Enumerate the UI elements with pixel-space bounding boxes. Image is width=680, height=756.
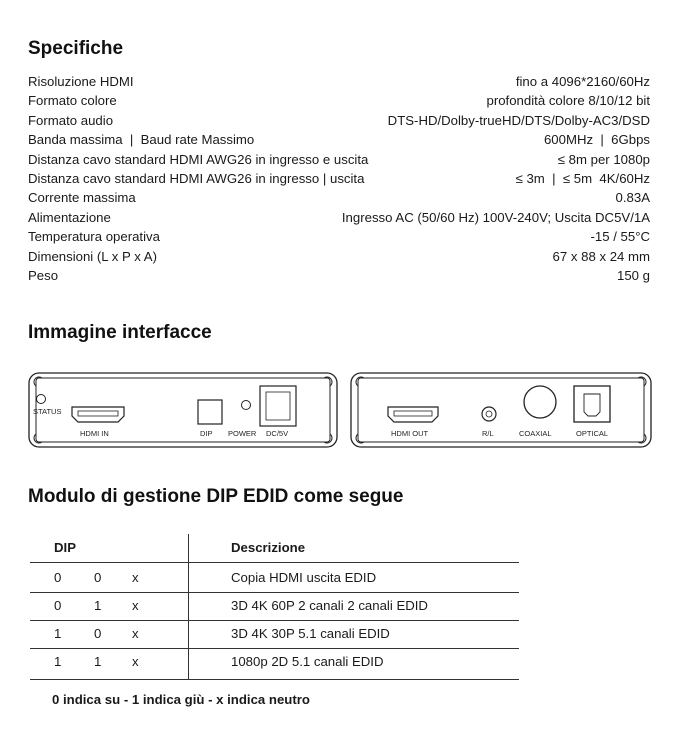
spec-row bbox=[28, 111, 650, 130]
rl-label: R/L bbox=[482, 429, 494, 438]
power-label: POWER bbox=[228, 429, 257, 438]
dip-legend-note: 0 indica su - 1 indica giù - x indica neutro bbox=[52, 692, 310, 707]
spec-value: 67 x 88 x 24 mm bbox=[552, 248, 650, 264]
spec-row bbox=[28, 169, 650, 188]
spec-label: Distanza cavo standard HDMI AWG26 in ingresso | uscita bbox=[28, 170, 365, 186]
switch-2-cell: 0 bbox=[94, 570, 102, 585]
dc-label: DC/5V bbox=[266, 429, 289, 438]
switch-2-cell: 1 bbox=[94, 598, 102, 613]
dip-edid-table bbox=[30, 534, 519, 680]
dip-label: DIP bbox=[200, 429, 213, 438]
spec-row bbox=[28, 188, 650, 207]
spec-label: Corrente massima bbox=[28, 190, 136, 206]
specs-title: Specifiche bbox=[28, 38, 124, 59]
description-header: Descrizione bbox=[231, 540, 306, 555]
switch-1-cell: 1 bbox=[54, 626, 62, 641]
hdmi-in-label: HDMI IN bbox=[80, 429, 109, 438]
spec-value: -15 / 55°C bbox=[590, 229, 650, 245]
coaxial-label: COAXIAL bbox=[519, 429, 552, 438]
spec-label: Peso bbox=[28, 267, 59, 283]
switch-1-cell: 0 bbox=[54, 598, 62, 613]
spec-value: ≤ 3m | ≤ 5m 4K/60Hz bbox=[515, 170, 650, 186]
spec-label: Formato audio bbox=[28, 112, 114, 128]
spec-row bbox=[28, 247, 650, 266]
status-label: STATUS bbox=[33, 407, 62, 416]
table-row bbox=[30, 592, 519, 620]
description-cell: 3D 4K 30P 5.1 canali EDID bbox=[231, 626, 390, 641]
switch-1-cell: 0 bbox=[54, 570, 62, 585]
spec-value: 0.83A bbox=[615, 190, 650, 206]
table-row bbox=[30, 620, 519, 648]
table-row bbox=[30, 648, 519, 676]
optical-label: OPTICAL bbox=[576, 429, 609, 438]
spec-row bbox=[28, 266, 650, 285]
edid-title: Modulo di gestione DIP EDID come segue bbox=[28, 486, 404, 507]
row-divider bbox=[30, 562, 519, 563]
spec-value: Ingresso AC (50/60 Hz) 100V-240V; Uscita DC5V/1A bbox=[341, 209, 650, 225]
spec-label: Risoluzione HDMI bbox=[28, 74, 134, 89]
spec-label: Alimentazione bbox=[28, 209, 111, 225]
switch-3-cell: x bbox=[132, 626, 139, 641]
interfaces-title: Immagine interfacce bbox=[28, 322, 212, 343]
spec-label: Distanza cavo standard HDMI AWG26 in ingresso e uscita bbox=[28, 151, 369, 167]
spec-value: 600MHz | 6Gbps bbox=[543, 132, 650, 148]
switch-2-cell: 1 bbox=[94, 654, 102, 669]
switch-3-cell: x bbox=[132, 570, 139, 585]
table-row bbox=[30, 564, 519, 592]
hdmi-out-label: HDMI OUT bbox=[391, 429, 429, 438]
spec-value: ≤ 8m per 1080p bbox=[557, 151, 650, 167]
spec-row bbox=[28, 150, 650, 169]
spec-row bbox=[28, 208, 650, 227]
table-header-row bbox=[30, 534, 519, 562]
table-bottom-rule bbox=[30, 679, 519, 680]
switch-2-cell: 0 bbox=[94, 626, 102, 641]
spec-row bbox=[28, 91, 650, 110]
description-cell: 1080p 2D 5.1 canali EDID bbox=[231, 654, 384, 669]
output-panel-diagram bbox=[350, 372, 652, 448]
spec-label: Temperatura operativa bbox=[28, 229, 160, 245]
spec-value: DTS-HD/Dolby-trueHD/DTS/Dolby-AC3/DSD bbox=[387, 112, 650, 128]
switch-1-cell: 1 bbox=[54, 654, 62, 669]
switch-3-cell: x bbox=[132, 598, 139, 613]
spec-label: Formato colore bbox=[28, 93, 117, 109]
spec-row bbox=[28, 130, 650, 149]
spec-value: 150 g bbox=[616, 267, 650, 283]
dip-header: DIP bbox=[54, 540, 76, 555]
description-cell: Copia HDMI uscita EDID bbox=[231, 570, 377, 585]
specs-list bbox=[28, 72, 650, 285]
switch-3-cell: x bbox=[132, 654, 139, 669]
spec-value: profondità colore 8/10/12 bit bbox=[486, 93, 650, 109]
description-cell: 3D 4K 60P 2 canali 2 canali EDID bbox=[231, 598, 428, 613]
spec-row bbox=[28, 227, 650, 246]
spec-label: Banda massima | Baud rate Massimo bbox=[28, 132, 255, 148]
input-panel-diagram bbox=[28, 372, 338, 448]
spec-value: fino a 4096*2160/60Hz bbox=[515, 74, 650, 89]
spec-label: Dimensioni (L x P x A) bbox=[28, 248, 157, 264]
spec-row bbox=[28, 72, 650, 91]
